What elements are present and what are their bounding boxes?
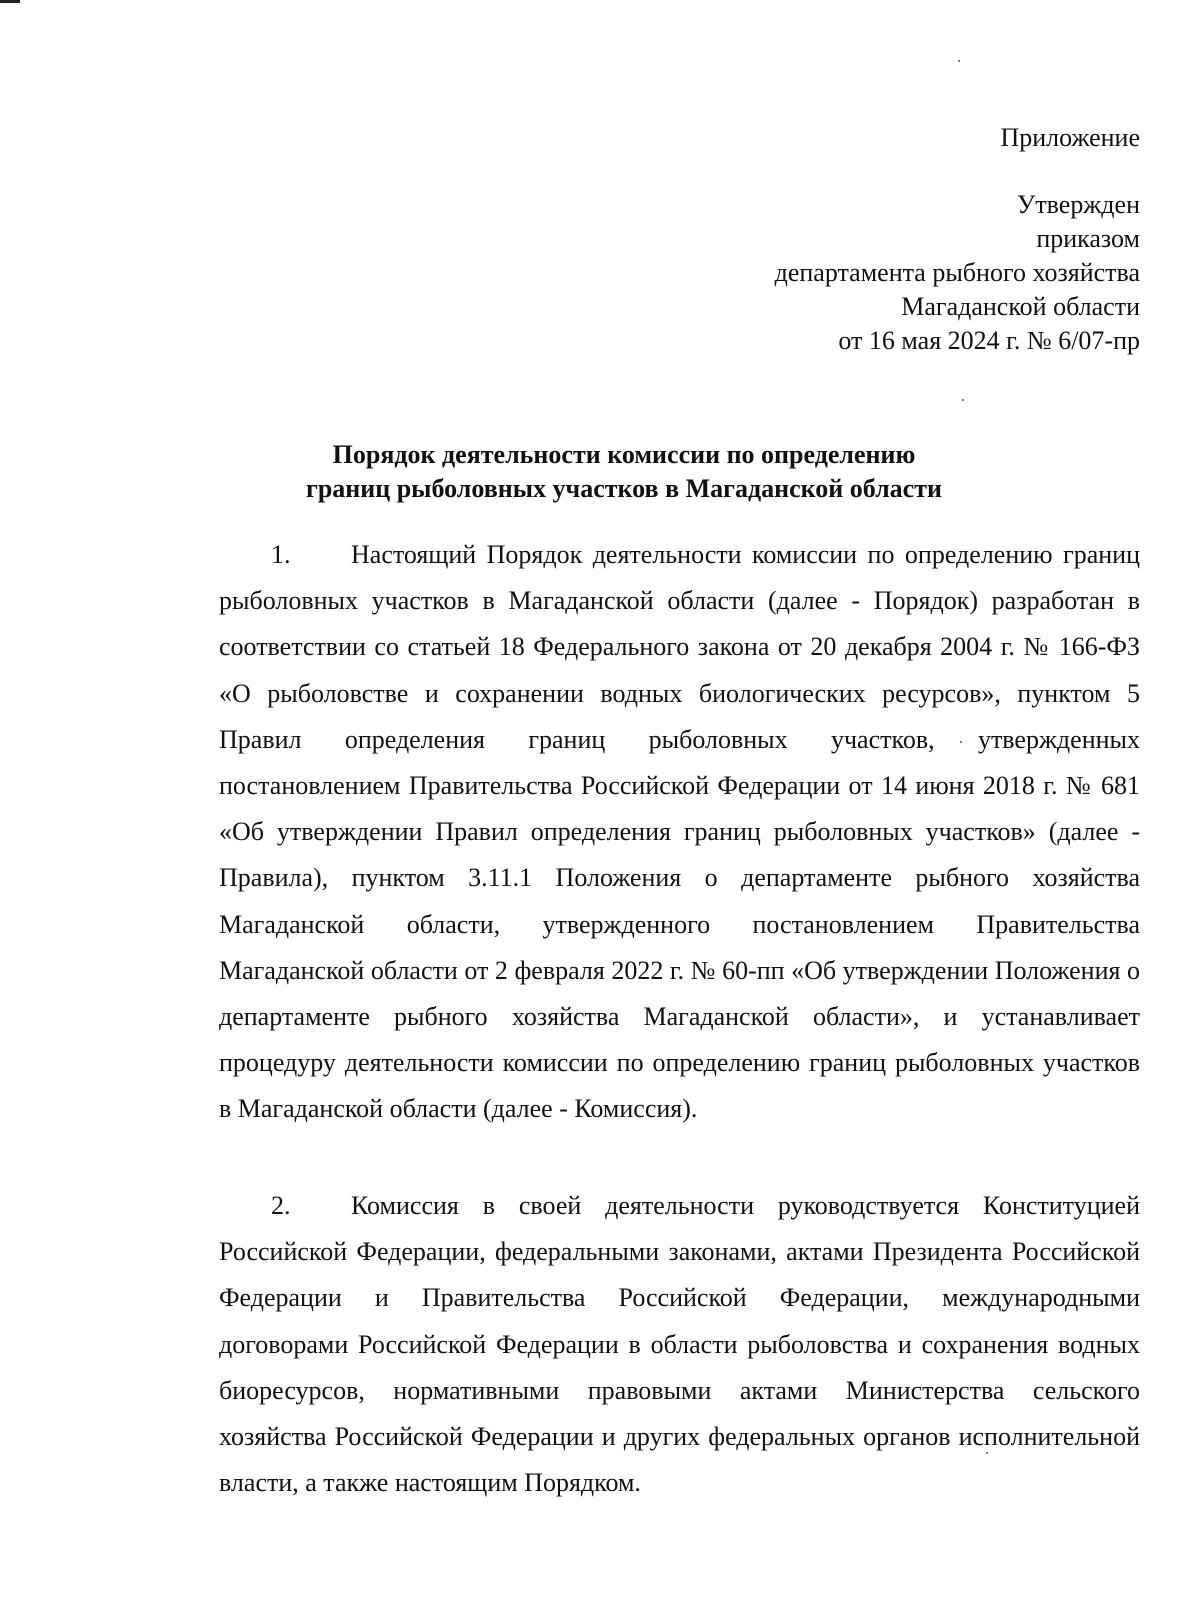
appendix-label: Приложение (1000, 123, 1140, 152)
paragraph-text: Комиссия в своей деятельности руководствуется Конституцией Российской Федерации, федеральными законами, актами Президента Российской Федерации и Правительства Российской Федерации, международными договорами Российской Федерации в области рыболовства и сохранения водных биоресурсов, нормативными правовыми актами Министерства сельского хозяйства Российской Федерации и других федеральных органов исполнительной власти, а также настоящим Порядком. (219, 1191, 1140, 1498)
approval-line: Утвержден (1016, 190, 1140, 219)
scan-speck (962, 399, 964, 401)
approval-block (775, 188, 1140, 358)
approval-line: приказом (1036, 224, 1140, 253)
title-line: Порядок деятельности комиссии по определению (332, 440, 916, 469)
approval-line: от 16 мая 2024 г. № 6/07-пр (838, 326, 1140, 355)
scan-corner-mark (0, 0, 20, 3)
paragraph-1 (219, 532, 1140, 1133)
paragraph-2 (219, 1183, 1140, 1506)
approval-line: департамента рыбного хозяйства (774, 258, 1140, 287)
title-line: границ рыболовных участков в Магаданской области (306, 474, 942, 503)
scan-speck (958, 60, 960, 62)
paragraph-number: 1. (271, 540, 291, 569)
approval-line: Магаданской области (901, 292, 1140, 321)
paragraph-number: 2. (271, 1191, 291, 1220)
paragraph-text: Настоящий Порядок деятельности комиссии по определению границ рыболовных участков в Магаданской области (далее - Порядок) разработан в соответствии со статьей 18 Федерального закона от 20 декабря 2004 г. № 166-ФЗ «О рыболовстве и сохранении водных биологических ресурсов», пунктом 5 Правил определения границ рыболовных участков, утвержденных постановлением Правительства Российской Федерации от 14 июня 2018 г. № 681 «Об утверждении Правил определения границ рыболовных участков» (далее - Правила), пунктом 3.11.1 Положения о департаменте рыбного хозяйства Магаданской области, утвержденного постановлением Правительства Магаданской области от 2 февраля 2022 г. № 60-пп «Об утверждении Положения о департаменте рыбного хозяйства Магаданской области», и устанавливает процедуру деятельности комиссии по определению границ рыболовных участков в Магаданской области (далее - Комиссия). (219, 540, 1140, 1124)
document-title (0, 438, 1200, 506)
